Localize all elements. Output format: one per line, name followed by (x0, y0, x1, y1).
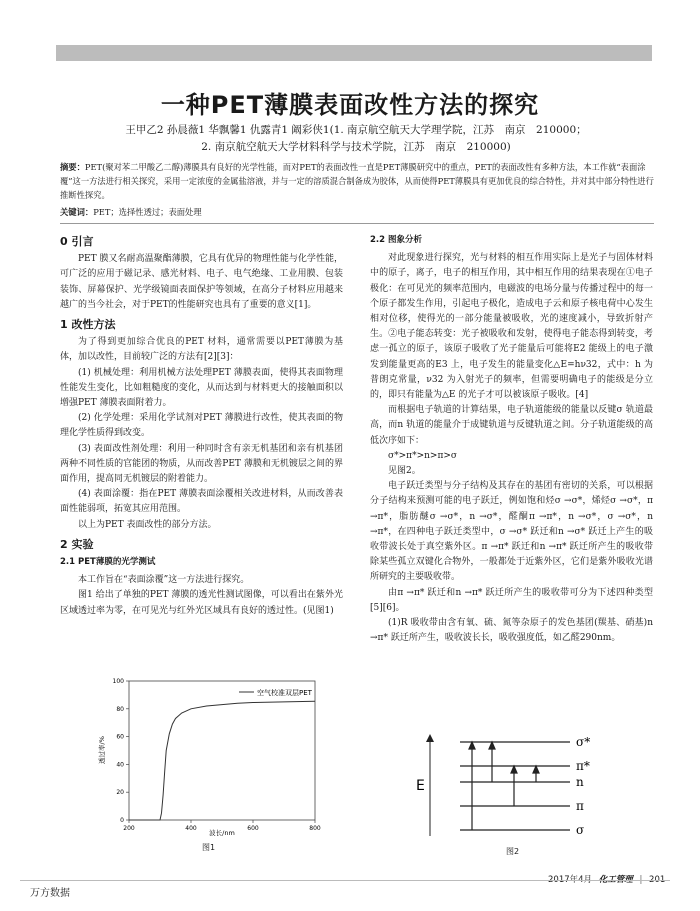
analysis-paragraph-1: 对此现象进行探究，光与材料的相互作用实际上是光子与固体材料中的原子，离子，电子的相互作用，其中相互作用的结果表现在①电子极化：在可见光的频率范围内，电磁波的电场分量与传播过程中的每一个原子都发生作用，引起电子极化，造成电子云和原子核电荷中心发生相对位移，使得光的一部分能量被吸收，光的速度减小，导致折射产生。②电子能态转变：光子被吸收和发射，使得电子能态得到转变，考虑一孤立的原子，该原子吸收了光子能量后可能将E2 能级上的电子激发到能量更高的E3 上，电子发生的能量变化△E=hν32，式中：h 为普朗克常量，ν32 为入射光子的频率，但需要明确电子的能级是分立的，即只有能量为△E 的光子才可以被该原子吸收。[4] (370, 253, 653, 401)
transmittance-chart (92, 676, 330, 838)
paper-title: 一种PET薄膜表面改性方法的探究 (160, 91, 540, 119)
section-0-heading: 0 引言 (60, 235, 94, 248)
figure-1-caption: 图1 (202, 843, 216, 852)
transition-arrowhead (511, 766, 517, 773)
authors-line-2: 2. 南京航空航天大学材料科学与技术学院，江苏 南京 210000) (201, 141, 511, 153)
x-tick-label: 200 (123, 825, 135, 832)
footer-journal: 化工管理 (598, 875, 633, 885)
section-2-heading: 2 实验 (60, 537, 94, 551)
label-pi: π (576, 799, 584, 813)
left-column (60, 230, 343, 619)
transition-arrowhead (469, 742, 475, 749)
y-tick-label: 60 (116, 733, 124, 741)
analysis-paragraph-5: 由π →π* 跃迁和n →π* 跃迁所产生的吸收带可分为下述四种类型[5][6]。 (370, 587, 653, 613)
x-tick-label: 800 (309, 825, 321, 832)
footer-source: 万方数据 (30, 888, 70, 899)
section-2-1-heading: 2.1 PET薄膜的光学测试 (60, 557, 156, 568)
y-axis-label: 透过率/% (98, 736, 106, 764)
footer-separator: | (639, 875, 643, 885)
keywords (60, 205, 654, 219)
analysis-paragraph-2: 而根据电子轨道的计算结果，电子轨道能级的能量以反键σ 轨道最高，而n 轨道的能量介于成键轨道与反键轨道之间。分子轨道能级的高低次序如下： (370, 405, 653, 446)
abstract (60, 160, 654, 202)
section-1-heading: 1 改性方法 (60, 318, 116, 332)
experiment-paragraph-2: 图1 给出了单独的PET 薄膜的透光性测试图像，可以看出在紫外光区域透过率为零，在可见光与红外光区域具有良好的透过性。(见图1) (60, 590, 343, 616)
y-tick-label: 80 (116, 705, 124, 713)
label-n: n (576, 775, 584, 789)
y-tick-label: 0 (120, 817, 124, 824)
intro-paragraph: PET 膜又名耐高温聚酯薄膜，它具有优异的物理性能与化学性能，可广泛的应用于磁记录、感光材料、电子、电气绝缘、工业用膜、包装装饰、屏幕保护、光学级镜面表面保护等领域，在高分子材料应用越来越广的当今社会，对于PET的性能研究也具有了重要的意义[1]。 (60, 254, 343, 310)
label-sigma: σ (576, 823, 585, 837)
keywords-label: 关键词： (60, 207, 94, 217)
methods-paragraph-4: (3) 表面改性剂处理：利用一种同时含有亲无机基团和亲有机基团两种不同性质的官能团的物质，从而改善PET 薄膜和无机镀层之间的界面作用，提高同无机镀层的附着能力。 (60, 443, 343, 485)
analysis-paragraph-4: 电子跃迁类型与分子结构及其存在的基团有密切的关系，可以根据分子结构来预测可能的电子跃迁，例如饱和烃σ →σ*，烯烃σ →σ*，π →π*，脂肪醚σ →σ*，n →σ*，醛酮π →π*，n →σ*，σ →σ*，n →π*，在四种电子跃迁类型中，σ →σ* 跃迁和n →σ* 跃迁上产生的吸收带波长处于真空紫外区。π →π* 跃迁和n →π* 跃迁所产生的吸收带除某些孤立双键化合物外，一般都处于近紫外区，它们是紫外吸收光谱所研究的主要吸收带。 (370, 481, 653, 583)
transition-arrowhead (489, 742, 495, 749)
y-tick-label: 20 (116, 789, 124, 797)
y-tick-label: 100 (112, 678, 124, 685)
energy-axis-label: E (416, 778, 425, 794)
analysis-paragraph-3: 见图2。 (388, 466, 421, 477)
x-tick-label: 400 (185, 825, 197, 832)
label-sigma-star: σ* (576, 735, 591, 749)
methods-paragraph-6: 以上为PET 表面改性的部分方法。 (78, 519, 217, 530)
energy-axis-arrowhead (426, 734, 434, 742)
legend-label: 空气校准双层PET (257, 689, 312, 697)
label-pi-star: π* (576, 759, 590, 773)
y-tick-label: 40 (116, 761, 124, 769)
figure-2-caption: 图2 (506, 847, 520, 856)
experiment-paragraph-1: 本工作旨在“表面涂覆”这一方法进行探究。 (78, 575, 250, 586)
transition-arrowhead (533, 766, 539, 773)
top-banner (56, 45, 652, 61)
x-axis-label: 波长/nm (209, 829, 235, 837)
x-tick-label: 600 (247, 825, 259, 832)
footer-rule (20, 880, 670, 881)
footer-date: 2017年4月 (548, 875, 593, 885)
methods-paragraph-5: (4) 表面涂覆：指在PET 薄膜表面涂覆相关改进材料，从而改善表面性能弱项，拓宽其应用范围。 (60, 489, 343, 515)
abstract-label: 摘要： (60, 162, 85, 172)
energy-level-diagram (410, 732, 610, 840)
analysis-paragraph-6: (1)R 吸收带由含有氧、硫、氮等杂原子的发色基团(羰基、硝基)n →π* 跃迁所产生，吸收波长长，吸收强度低，如乙醛290nm。 (370, 618, 653, 644)
authors-line-1: 王甲乙2 孙晨薇1 华飘馨1 仇露青1 阚彩侠1(1. 南京航空航天大学理学院，江苏 南京 210000； (125, 124, 587, 136)
right-column (370, 230, 653, 646)
methods-paragraph-1: 为了得到更加综合优良的PET 材料，通常需要以PET薄膜为基体，加以改性，目前较广泛的方法有[2][3]： (60, 337, 343, 363)
abstract-divider (60, 223, 654, 224)
keywords-text: PET；选择性透过；表面处理 (93, 207, 202, 217)
methods-paragraph-3: (2) 化学处理：采用化学试剂对PET 薄膜进行改性，使其表面的物理化学性质得到改变。 (60, 413, 343, 439)
methods-paragraph-2: (1) 机械处理：利用机械方法处理PET 薄膜表面，使得其表面物理性能发生变化，比如粗糙度的变化，从而达到与材料更大的接触面积以增强PET 薄膜表面附着力。 (60, 367, 343, 409)
orbital-order-formula: σ*>π*>n>π>σ (388, 450, 458, 461)
footer-page-number: 201 (649, 875, 666, 885)
series-line (129, 701, 315, 820)
abstract-text: PET(聚对苯二甲酸乙二醇)薄膜具有良好的光学性能，而对PET的表面改性一直是PET薄膜研究中的重点，PET的表面改性有多种方法，本工作就“表面涂覆”这一方法进行相关探究，采用一定浓度的金属盐溶液，并与一定的溶质混合制备成为胶体，从而使得PET薄膜具有更加优良的综合特性，并对其中部分特性进行推断性探究。 (60, 162, 654, 200)
footer-issue (548, 873, 665, 885)
section-2-2-heading: 2.2 图象分析 (370, 235, 423, 245)
